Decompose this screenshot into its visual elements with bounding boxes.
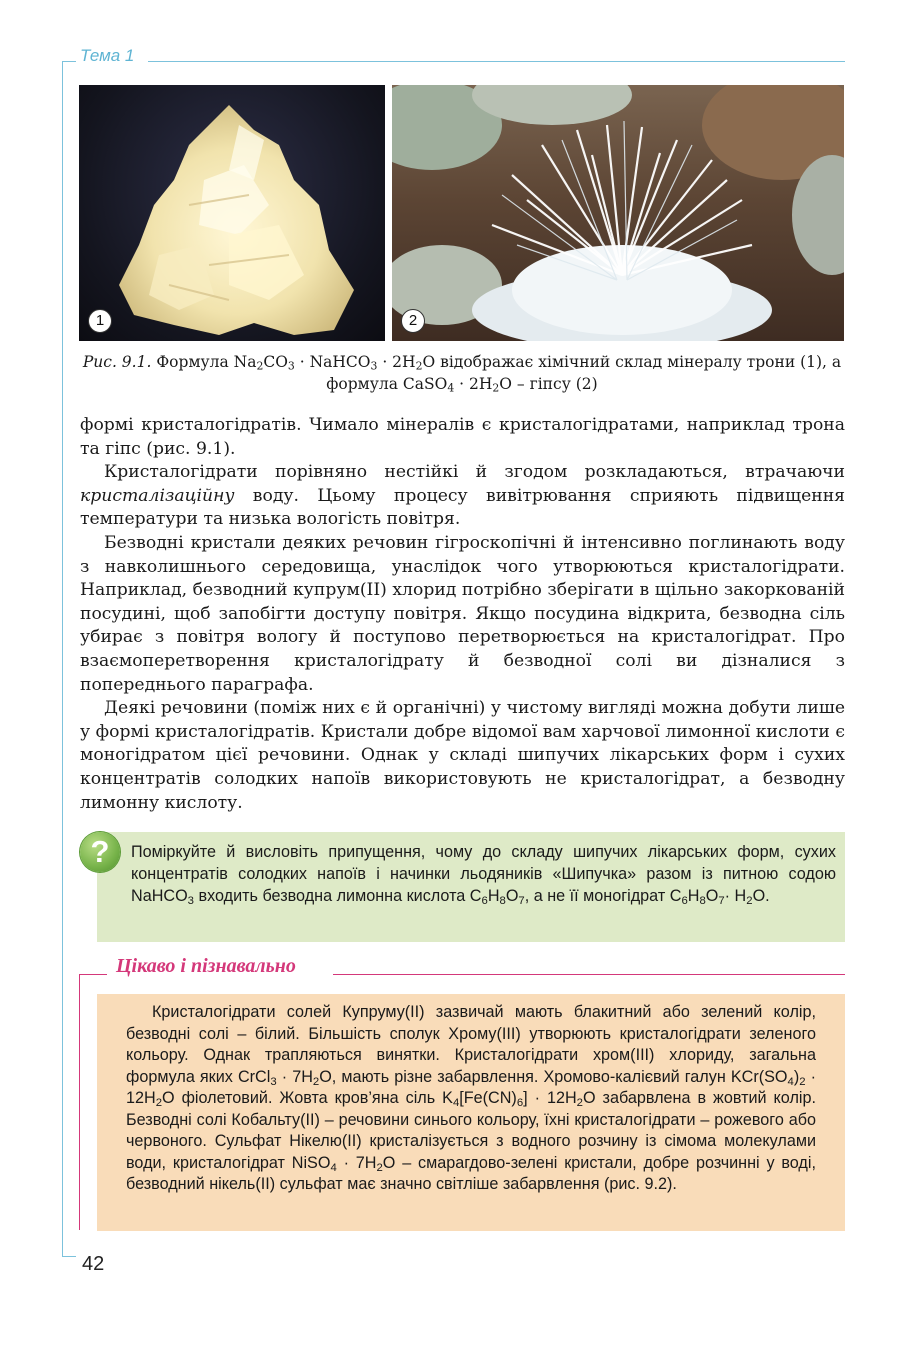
interesting-vertical-rule bbox=[79, 974, 80, 1230]
margin-rule bbox=[62, 61, 63, 1257]
header-rule bbox=[148, 61, 845, 62]
photo-gypsum bbox=[392, 85, 844, 341]
paragraph-1: формі кристалогідратів. Чимало мінералів є кристалогідратами, наприклад трона та гіпс (рис. 9.1). bbox=[80, 415, 845, 459]
interesting-section-title: Цікаво і пізнавально bbox=[116, 955, 296, 977]
paragraph-4: Деякі речовини (поміж них є й органічні) у чистому вигляді можна добути лише у формі кристалогідратів. Кристали добре відомої вам харчової лимонної кислоти є моногідратом цієї речовини. Однак у складі шипучих лікарських форм і сухих концентратів солодких напоїв використовують не кристалогідрат, а безводну лимонну кислоту. bbox=[80, 698, 845, 813]
emphasized-term: кристалізаційну bbox=[80, 485, 235, 506]
interesting-rule bbox=[333, 974, 845, 975]
paragraph-2: Кристалогідрати порівняно нестійкі й згодом розкладаються, втрачаючи кристалізаційну воду. Цьому процесу вивітрювання сприяють підвищення температури та низька вологість повітря. bbox=[80, 462, 845, 530]
interesting-rule-left bbox=[79, 974, 107, 975]
question-mark-icon: ? bbox=[80, 832, 120, 872]
body-text bbox=[80, 414, 845, 815]
topic-label: Тема 1 bbox=[80, 46, 135, 65]
question-text: Поміркуйте й висловіть припущення, чому до складу шипучих лікарських форм, сухих концентратів солодких напоїв і начинки льодяників «Шипучка» разом із питною содою NaHCO$_3$ входить безводна лимонна кислота $C_6H_8O_7$, а не її моногідрат $C_6H_8O_7\cdot H_2O$. bbox=[131, 843, 836, 907]
margin-rule-top-tick bbox=[62, 61, 76, 62]
interesting-text: Кристалогідрати солей Купруму(ІІ) зазвичай мають блакитний або зелений колір, безводні солі – білий. Більшість сполук Хрому(ІІІ) утворюють кристалогідрати зеленого кольору. Однак трапляються винятки. Кристалогідрати хром(ІІІ) хлориду, загальна формула яких CrCl$_3$ · $7H_2O$, мають різне забарвлення. Хромово-калієвий галун $KCr(SO_4)_2 \cdot 12H_2O$ фіолетовий. Жовта кров’яна сіль $K_4[Fe(CN)_6] \cdot 12H_2O$ забарвлена в жовтий колір. Безводні солі Кобальту(ІІ) – речовини синього кольору, їхні кристалогідрати – рожевого або червоного. Сульфат Нікелю(ІІ) кристалізується з водного розчину із сімома молекулами води, кристалогідрат NiSO$_4$ · $7H_2O$ – смарагдово-зелені кристали, добре розчинні у воді, безводний нікель(ІІ) сульфат має значно світліше забарвлення (рис. 9.2). bbox=[126, 1003, 816, 1193]
trona-crystal-illustration bbox=[79, 85, 385, 341]
paragraph-3: Безводні кристали деяких речовин гігроскопічні й інтенсивно поглинають воду з навколишнього середовища, унаслідок чого утворюються кристалогідрати. Наприклад, безводний купрум(ІІ) хлорид потрібно зберігати в щільно закоркованій посудині, щоб запобігти доступу повітря. Якщо посудина відкрита, безводна сіль убирає з повітря вологу й поступово перетворюється на кристалогідрат. Про взаємоперетворення кристалогідрату й безводної солі ви дізналися з попереднього параграфа. bbox=[80, 532, 845, 695]
page-number: 42 bbox=[82, 1253, 105, 1275]
figure-caption: Рис. 9.1. Формула $Na_2CO_3$ · NaHCO$_3$ · $2H_2O$ відображає хімічний склад мінералу трони (1), а формула CaSO$_4$ · $2H_2O$ – гіпсу (2) bbox=[82, 353, 842, 395]
margin-rule-bottom-tick bbox=[62, 1256, 76, 1257]
photo-number-1: 1 bbox=[88, 309, 112, 333]
figure-label: Рис. 9.1. bbox=[82, 353, 152, 371]
gypsum-crystal-illustration bbox=[392, 85, 844, 341]
photo-number-2: 2 bbox=[401, 309, 425, 333]
photo-trona bbox=[79, 85, 385, 341]
